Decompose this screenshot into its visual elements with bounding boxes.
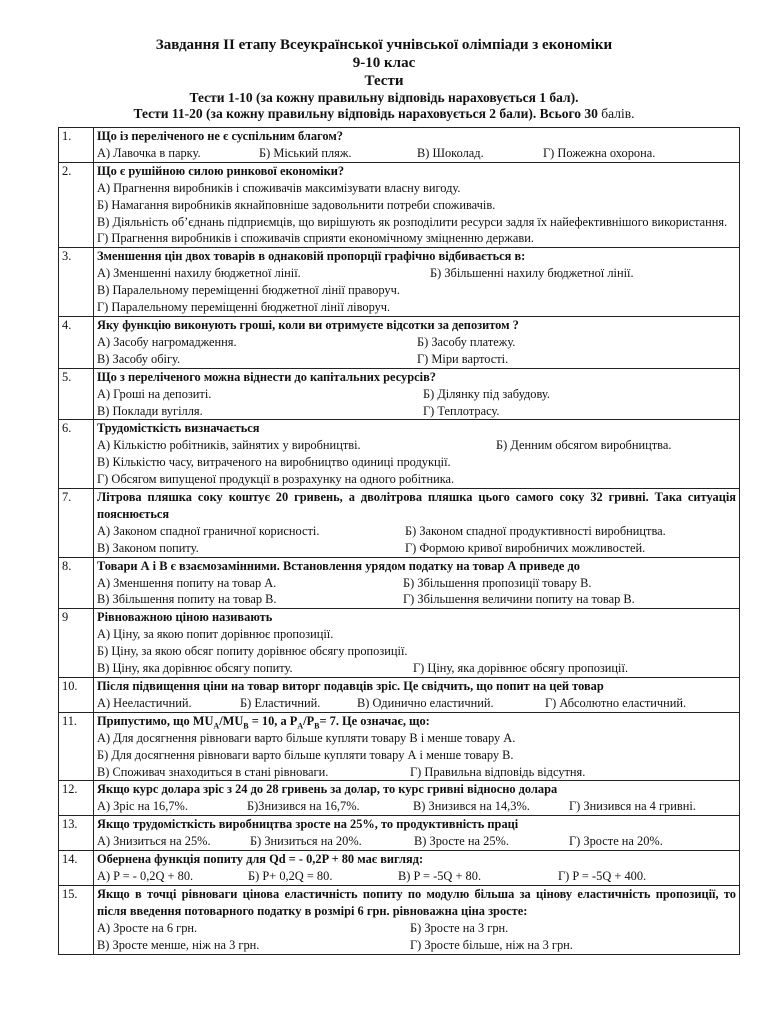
option-d: Г) Абсолютно еластичний.: [545, 695, 687, 710]
option-b: Б) Ділянку під забудову.: [423, 386, 550, 401]
option-a: А) Зріс на 16,7%.: [97, 799, 188, 814]
answer-options: [97, 523, 736, 540]
option-b: Б) Знизиться на 20%.: [250, 834, 362, 849]
option-d: Г) Паралельному переміщенні бюджетної лінії ліворуч.: [97, 300, 391, 315]
option-a: А) Лавочка в парку.: [97, 145, 201, 160]
document-title: Завдання ІІ етапу Всеукраїнської учнівської олімпіади з економіки: [155, 37, 613, 53]
option-c: В) Кількістю часу, витраченого на виробництво одиниці продукції.: [97, 455, 451, 470]
option-c: В) P = -5Q + 80.: [398, 868, 482, 883]
option-a: А) Гроші на депозиті.: [97, 386, 212, 401]
question-cell: [94, 885, 740, 954]
scoring-rule-2: [0, 106, 768, 122]
question-row: [59, 712, 740, 781]
option-b: Б) Ціну, за якою обсяг попиту дорівнює обсягу пропозиції.: [97, 644, 408, 659]
option-d: Г) Формою кривої виробничих можливостей.: [405, 540, 646, 555]
option-b: Б) Засобу платежу.: [417, 334, 516, 349]
option-c: В) Одинично еластичний.: [357, 695, 494, 710]
answer-options: [97, 351, 736, 368]
answer-options: [97, 145, 736, 162]
option-b: Б)Знизився на 16,7%.: [247, 799, 360, 814]
option-a: А) Зменшенні нахилу бюджетної лінії.: [97, 266, 301, 281]
option-d: Г) Знизився на 4 гривні.: [569, 799, 696, 814]
answer-options: [97, 575, 736, 592]
question-text: Товари А і В є взаємозамінними. Встановлення урядом податку на товар А приведе до: [97, 558, 580, 573]
answer-options: [97, 540, 736, 557]
option-c: В) Діяльність об’єднань підприємців, що вирішують як розподілити ресурси задля їх найефективнішого використання.: [97, 214, 728, 229]
answer-options: [97, 334, 736, 351]
question-cell: [94, 128, 740, 163]
question-number: 3.: [59, 248, 94, 317]
option-b: Б) P+ 0,2Q = 80.: [248, 868, 333, 883]
subscript: B: [243, 721, 249, 731]
option-b: Б) Еластичний.: [240, 695, 321, 710]
question-row: [59, 609, 740, 678]
question-row: [59, 316, 740, 368]
option-a: А) Для досягнення рівноваги варто більше купляти товару В і менше товару А.: [97, 730, 516, 745]
question-row: [59, 368, 740, 420]
subscript: A: [297, 721, 304, 731]
option-b: Б) Для досягнення рівноваги варто більше купляти товару А і менше товару В.: [97, 747, 514, 762]
question-text-part: /P: [303, 713, 315, 728]
question-row: [59, 885, 740, 954]
question-cell: [94, 420, 740, 489]
question-row: [59, 248, 740, 317]
document-header: [0, 36, 768, 122]
question-cell: [94, 712, 740, 781]
subscript: A: [213, 721, 220, 731]
question-number: 12.: [59, 781, 94, 816]
option-a: А) P = - 0,2Q + 80.: [97, 868, 194, 883]
answer-options: [97, 920, 736, 937]
option-c: В) Знизився на 14,3%.: [413, 799, 530, 814]
question-text: [97, 713, 736, 730]
answer-options: [97, 265, 736, 282]
option-a: А) Нееластичний.: [97, 695, 192, 710]
question-number: 11.: [59, 712, 94, 781]
option-c: В) Збільшення попиту на товар В.: [97, 592, 277, 607]
option-b: Б) Міський пляж.: [259, 145, 352, 160]
option-a: А) Законом спадної граничної корисності.: [97, 523, 320, 538]
option-c: В) Ціну, яка дорівнює обсягу попиту.: [97, 661, 293, 676]
question-cell: [94, 678, 740, 713]
answer-options: [97, 591, 736, 608]
question-text-part: = 7. Це означає, що:: [319, 713, 430, 728]
question-text: Що із переліченого не є суспільним благом?: [97, 129, 343, 143]
answer-options: [97, 764, 736, 781]
question-cell: [94, 851, 740, 886]
question-cell: [94, 316, 740, 368]
question-number: 14.: [59, 851, 94, 886]
option-d: Г) Ціну, яка дорівнює обсягу пропозиції.: [413, 661, 629, 676]
option-c: В) Поклади вугілля.: [97, 403, 203, 418]
question-number: 9: [59, 609, 94, 678]
option-d: Г) Прагнення виробників і споживачів сприяти економічному зміцненню держави.: [97, 231, 534, 246]
answer-options: [97, 695, 736, 712]
question-text: Рівноважною ціною називають: [97, 610, 273, 625]
answer-options: [97, 937, 736, 954]
answer-options: [97, 386, 736, 403]
option-b: Б) Намагання виробників якнайповніше задовольнити потреби споживачів.: [97, 197, 496, 212]
option-d: Г) Пожежна охорона.: [543, 145, 656, 160]
question-text: Після підвищення ціни на товар виторг подавців зріс. Це свідчить, що попит на цей товар: [97, 679, 604, 693]
option-d: Г) Міри вартості.: [417, 351, 509, 366]
test-questions-table: [58, 127, 740, 955]
question-cell: [94, 162, 740, 248]
option-c: В) Шоколад.: [417, 145, 484, 160]
option-c: В) Засобу обігу.: [97, 351, 181, 366]
question-row: [59, 128, 740, 163]
question-number: 5.: [59, 368, 94, 420]
option-b: Б) Законом спадної продуктивності виробництва.: [405, 523, 666, 538]
question-cell: [94, 609, 740, 678]
question-text: Зменшення цін двох товарів в однаковій пропорції графічно відбивається в:: [97, 249, 526, 264]
answer-options: [97, 833, 736, 850]
option-a: А) Зросте на 6 грн.: [97, 920, 198, 935]
option-b: Б) Збільшенні нахилу бюджетної лінії.: [430, 266, 634, 281]
option-d: Г) Зросте на 20%.: [569, 834, 663, 849]
option-a: А) Засобу нагромадження.: [97, 334, 237, 349]
question-text: Якщо курс долара зріс з 24 до 28 гривень за долар, то курс гривні відносно долара: [97, 782, 558, 797]
question-text: Обернена функція попиту для Qd = - 0,2P + 80 має вигляд:: [97, 852, 424, 867]
question-row: [59, 557, 740, 609]
question-text: Що з переліченого можна віднести до капітальних ресурсів?: [97, 369, 436, 384]
scoring-rule-1: Тести 1-10 (за кожну правильну відповідь нараховується 1 бал).: [189, 90, 579, 105]
option-d: Г) P = -5Q + 400.: [558, 868, 647, 883]
answer-options: [97, 437, 736, 454]
question-text-part: = 10, а P: [248, 713, 298, 728]
option-b: Б) Зросте на 3 грн.: [410, 920, 509, 935]
option-c: В) Законом попиту.: [97, 540, 199, 555]
question-number: 6.: [59, 420, 94, 489]
question-row: [59, 420, 740, 489]
question-cell: [94, 248, 740, 317]
option-a: А) Прагнення виробників і споживачів максимізувати власну вигоду.: [97, 180, 461, 195]
scoring-rule-2-text: Тести 11-20 (за кожну правильну відповідь нараховується 2 бали). Всього 30: [133, 106, 598, 121]
question-row: [59, 678, 740, 713]
option-d: Г) Обсягом випущеної продукції в розрахунку на одного робітника.: [97, 472, 455, 487]
option-d: Г) Теплотрасу.: [423, 403, 500, 418]
option-b: Б) Денним обсягом виробництва.: [496, 438, 672, 453]
answer-options: [97, 403, 736, 420]
option-c: В) Зросте на 25%.: [414, 834, 509, 849]
question-cell: [94, 816, 740, 851]
section-title: Тести: [364, 73, 404, 89]
question-text: Трудомісткість визначається: [97, 421, 260, 436]
question-text: Літрова пляшка соку коштує 20 гривень, а дволітрова пляшка цього самого соку 32 гривні. Така ситуація пояснюється: [97, 490, 736, 521]
option-d: Г) Правильна відповідь відсутня.: [410, 764, 586, 779]
option-c: В) Паралельному переміщенні бюджетної лінії праворуч.: [97, 283, 400, 298]
question-number: 8.: [59, 557, 94, 609]
question-text-part: /MU: [219, 713, 244, 728]
subscript: B: [314, 721, 320, 731]
question-text: Якщо в точці рівноваги цінова еластичність попиту по модулю більша за цінову еластичність пропозиції, то після введення потоварного податку в розмірі 6 грн. рівноважна ціна зросте:: [97, 886, 736, 918]
question-row: [59, 851, 740, 886]
question-number: 4.: [59, 316, 94, 368]
question-number: 10.: [59, 678, 94, 713]
option-a: А) Зменшення попиту на товар А.: [97, 575, 277, 590]
option-a: А) Кількістю робітників, зайнятих у виробництві.: [97, 438, 361, 453]
option-c: В) Зросте менше, ніж на 3 грн.: [97, 937, 260, 952]
answer-options: [97, 660, 736, 677]
question-text-part: Припустимо, що MU: [97, 713, 214, 728]
question-cell: [94, 368, 740, 420]
option-a: А) Ціну, за якою попит дорівнює пропозиції.: [97, 627, 334, 642]
question-text: Якщо трудомісткість виробництва зросте на 25%, то продуктивність праці: [97, 817, 519, 832]
question-number: 15.: [59, 885, 94, 954]
question-number: 7.: [59, 489, 94, 558]
question-row: [59, 816, 740, 851]
option-c: В) Споживач знаходиться в стані рівноваги.: [97, 764, 329, 779]
question-cell: [94, 489, 740, 558]
option-d: Г) Збільшення величини попиту на товар В.: [403, 592, 635, 607]
question-cell: [94, 557, 740, 609]
grade-label: 9-10 клас: [352, 55, 416, 71]
scoring-rule-2-tail: балів.: [597, 106, 635, 121]
question-row: [59, 781, 740, 816]
question-row: [59, 489, 740, 558]
question-number: 1.: [59, 128, 94, 163]
option-b: Б) Збільшення пропозиції товару В.: [403, 575, 592, 590]
question-number: 13.: [59, 816, 94, 851]
question-text: Що є рушійною силою ринкової економіки?: [97, 163, 345, 178]
question-text: Яку функцію виконують гроші, коли ви отримуєте відсотки за депозитом ?: [97, 317, 519, 332]
question-row: [59, 162, 740, 248]
question-number: 2.: [59, 162, 94, 248]
answer-options: [97, 798, 736, 815]
question-cell: [94, 781, 740, 816]
option-d: Г) Зросте більше, ніж на 3 грн.: [410, 937, 573, 952]
answer-options: [97, 868, 736, 885]
option-a: А) Знизиться на 25%.: [97, 834, 211, 849]
